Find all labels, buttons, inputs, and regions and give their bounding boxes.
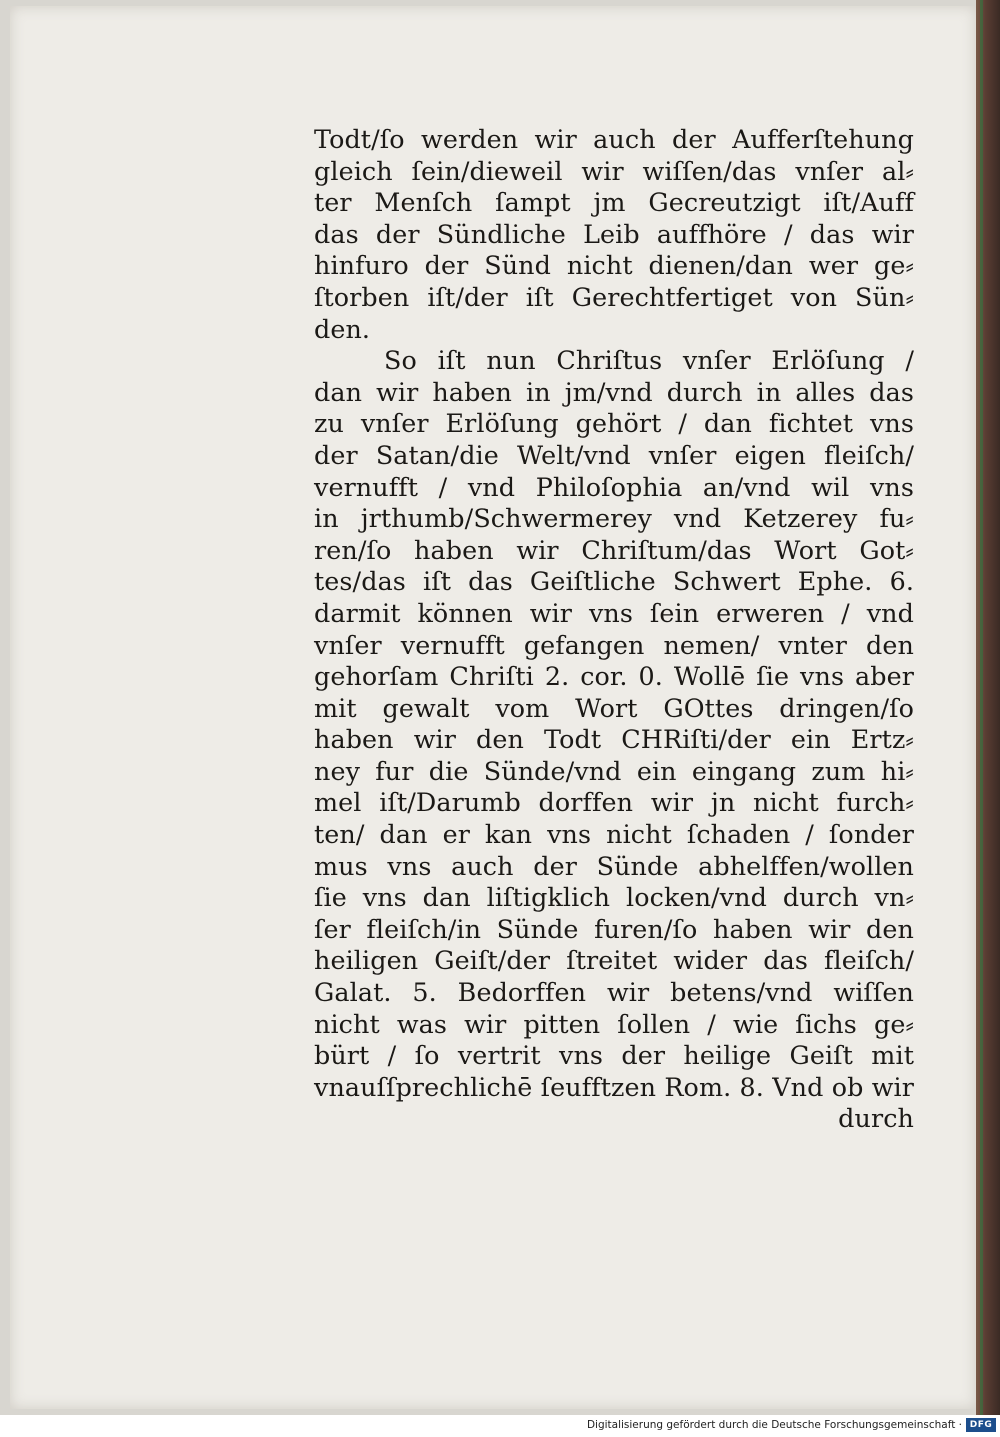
funding-credit: Digitalisierung gefördert durch die Deutsche Forschungsgemeinschaft · (586, 1419, 962, 1431)
text-line: vernufft / vnd Philoſophia an/vnd wil vns (314, 471, 914, 502)
book-page (10, 6, 976, 1409)
text-line: ſie vns dan liſtigklich locken/vnd durch vn⸗ (314, 882, 914, 913)
text-line: mus vns auch der Sünde abhelffen/wollen (314, 850, 914, 881)
paragraph-start-line: So iſt nun Chriſtus vnſer Erlöſung / (384, 345, 914, 376)
text-line: gleich ſein/dieweil wir wiſſen/das vnſer al⸗ (314, 155, 914, 186)
text-line: heiligen Geiſt/der ſtreitet wider das fleiſch/ (314, 945, 914, 976)
text-line: gehorſam Chriſti 2. cor. 0. Wollē ſie vns aber (314, 661, 914, 692)
text-line: der Satan/die Welt/vnd vnſer eigen fleiſch/ (314, 439, 914, 470)
catchword: durch (838, 1103, 914, 1134)
text-line: ney fur die Sünde/vnd ein eingang zum hi⸗ (314, 755, 914, 786)
text-line: haben wir den Todt CHRiſti/der ein Ertz⸗ (314, 724, 914, 755)
text-line: dan wir haben in jm/vnd durch in alles das (314, 376, 914, 407)
text-line: ren/ſo haben wir Chriſtum/das Wort Got⸗ (314, 534, 914, 565)
text-line: vnſer vernufft gefangen nemen/ vnter den (314, 629, 914, 660)
text-line: Galat. 5. Bedorffen wir betens/vnd wiſſen (314, 977, 914, 1008)
body-text (314, 124, 914, 1135)
text-line: das der Sündliche Leib auffhöre / das wir (314, 218, 914, 249)
text-line: tes/das iſt das Geiſtliche Schwert Ephe. 6. (314, 566, 914, 597)
text-line: den. (314, 313, 371, 344)
text-line: ſer fleiſch/in Sünde furen/ſo haben wir den (314, 913, 914, 944)
text-line: vnauſſprechlichē ſeufftzen Rom. 8. Vnd ob wir (314, 1071, 914, 1102)
text-line: bürt / ſo vertrit vns der heilige Geiſt mit (314, 1040, 914, 1071)
dfg-logo-icon: DFG (966, 1418, 996, 1432)
text-line: ter Menſch ſampt jm Gecreutzigt iſt/Auff (314, 187, 914, 218)
text-line: ten/ dan er kan vns nicht ſchaden / ſonder (314, 819, 914, 850)
text-line: Todt/ſo werden wir auch der Aufferſtehung (314, 124, 914, 154)
footer-bar (0, 1415, 1000, 1437)
text-line: ſtorben iſt/der iſt Gerechtfertiget von Sün⸗ (314, 281, 914, 312)
text-line: darmit können wir vns ſein erweren / vnd (314, 597, 914, 628)
text-line: mel iſt/Darumb dorffen wir jn nicht furch⸗ (314, 787, 914, 818)
text-line: nicht was wir pitten ſollen / wie ſichs ge⸗ (314, 1008, 914, 1039)
text-line: zu vnſer Erlöſung gehört / dan fichtet vns (314, 408, 914, 439)
text-line: hinfuro der Sünd nicht dienen/dan wer ge⸗ (314, 250, 914, 281)
book-binding-edge (976, 0, 1000, 1415)
text-line: mit gewalt vom Wort GOttes dringen/ſo (314, 692, 914, 723)
text-line: in jrthumb/Schwermerey vnd Ketzerey fu⸗ (314, 503, 914, 534)
